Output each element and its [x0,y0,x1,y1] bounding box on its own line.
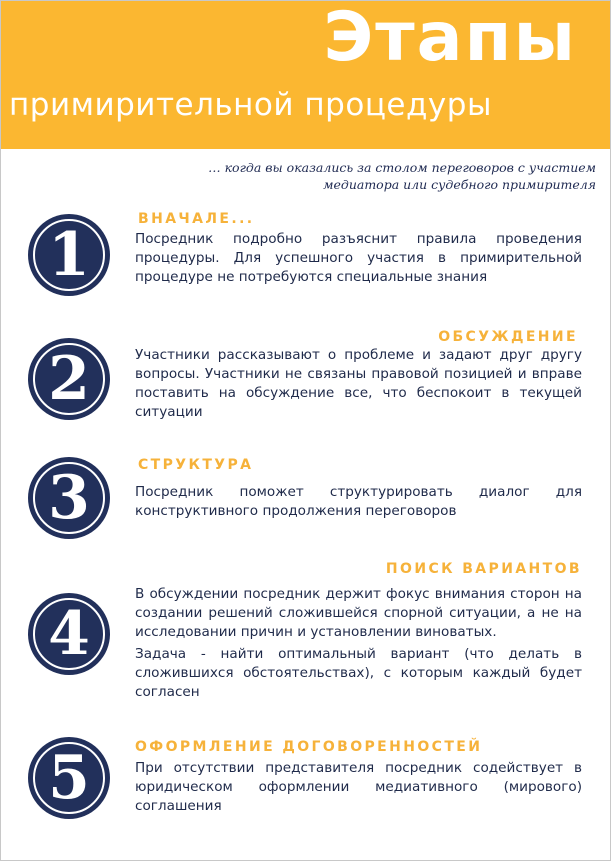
step-number-badge [28,214,110,296]
step-heading: ВНАЧАЛЕ... [138,211,255,227]
step-paragraph: Посредник поможет структурировать диалог для конструктивного продолжения переговоров [135,484,582,519]
step-number: 4 [48,599,90,669]
step-number-badge [28,737,110,819]
step-description [135,346,582,422]
step-paragraph: Посредник подробно разъяснит правила проведения процедуры. Для успешного участия в примирительной процедуре не потребуются специальные знания [135,231,582,285]
step-description [135,585,582,702]
step-paragraph: Задача - найти оптимальный вариант (что делать в сложившихся обстоятельствах), с которым каждый будет согласен [135,646,582,700]
step-number: 5 [48,743,90,813]
step-heading: ПОИСК ВАРИАНТОВ [385,561,582,577]
step-number-badge [28,338,110,420]
step-number: 3 [48,463,90,533]
step-paragraph: Участники рассказывают о проблеме и задают друг другу вопросы. Участники не связаны правовой позицией и вправе поставить на обсуждение все, что беспокоит в текущей ситуации [135,347,582,420]
step-number: 2 [48,344,90,414]
step-heading: СТРУКТУРА [138,457,254,473]
step-description [135,230,582,287]
step-number-badge [28,457,110,539]
page-title: Этапы [323,0,577,77]
step-description [135,759,582,816]
step-paragraph: В обсуждении посредник держит фокус внимания сторон на создании решений сложившейся спорной ситуации, а не на исследовании причин и установлении виноватых. [135,586,582,640]
step-description [135,483,582,521]
step-number: 1 [48,220,90,290]
header-banner [1,1,610,149]
step-number-badge [28,593,110,675]
tagline: … когда вы оказались за столом переговоров с участием медиатора или судебного примирителя [208,160,596,192]
step-paragraph: При отсутствии представителя посредник содействует в юридическом оформлении медиативного (мирового) соглашения [135,760,582,814]
step-heading: ОБСУЖДЕНИЕ [438,329,578,345]
page-subtitle: примирительной процедуры [9,87,492,123]
step-heading: ОФОРМЛЕНИЕ ДОГОВОРЕННОСТЕЙ [135,739,483,755]
